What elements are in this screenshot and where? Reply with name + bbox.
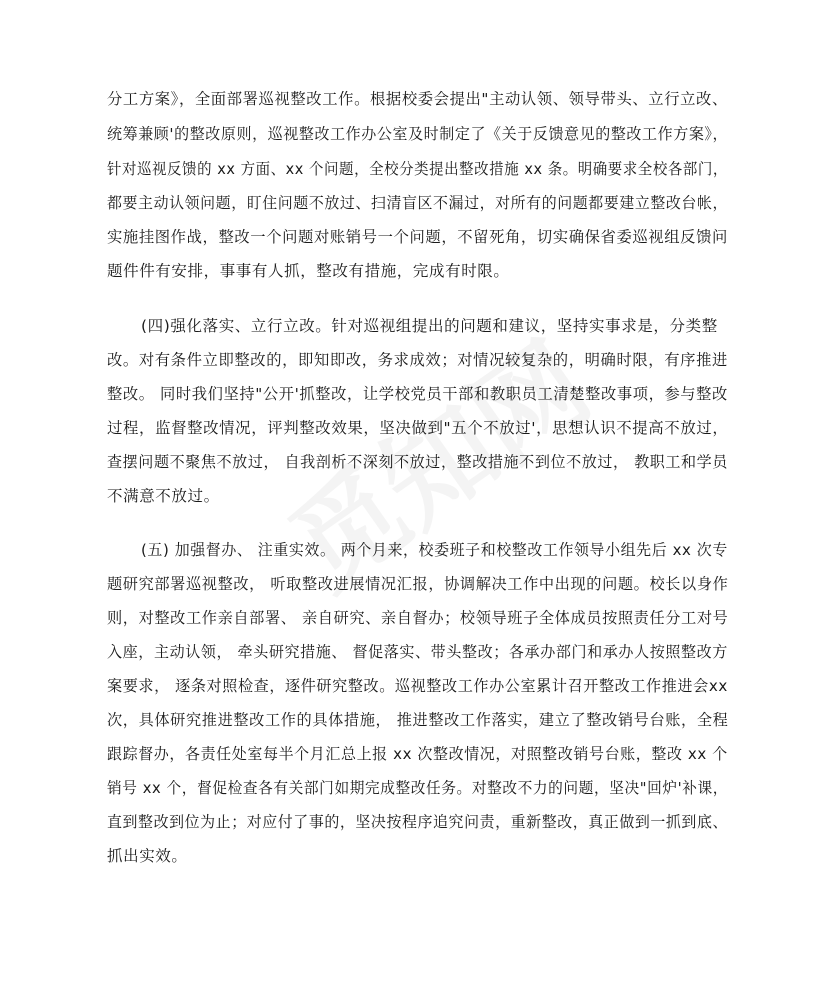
paragraph-line: 统筹兼顾'的整改原则，巡视整改工作办公室及时制定了《关于反馈意见的整改工作方案》， [107,125,729,143]
paragraph-line: (四)强化落实、立行立改。针对巡视组提出的问题和建议，坚持实事求是，分类整 [141,317,718,335]
paragraph-line: 次，具体研究推进整改工作的具体措施， 推进整改工作落实，建立了整改销号台账，全程 [107,711,729,729]
paragraph-line: 不满意不放过。 [107,487,220,505]
paragraph-line: (五) 加强督办、 注重实效。 两个月来，校委班子和校整改工作领导小组先后 xx 次专 [141,541,728,559]
paragraph-line: 都要主动认领问题，盯住问题不放过、扫清盲区不漏过，对所有的问题都要建立整改台帐， [107,194,729,212]
paragraph-line: 案要求， 逐条对照检查，逐件研究整改。巡视整改工作办公室累计召开整改工作推进会xx [107,677,728,695]
paragraph-line: 题研究部署巡视整改， 听取整改进展情况汇报，协调解决工作中出现的问题。校长以身作 [107,575,729,593]
paragraph-line: 过程，监督整改情况，评判整改效果，坚决做到"五个不放过'，思想认识不提高不放过， [107,419,729,437]
paragraph-line: 针对巡视反馈的 xx 方面、xx 个问题，全校分类提出整改措施 xx 条。明确要求全校各部门， [107,160,728,178]
paragraph-line: 分工方案》，全面部署巡视整改工作。根据校委会提出"主动认领、领导带头、立行立改、 [107,90,728,108]
paragraph-line: 实施挂图作战，整改一个问题对账销号一个问题，不留死角，切实确保省委巡视组反馈问 [107,228,728,246]
paragraph-line: 抓出实效。 [107,847,188,865]
paragraph-line: 则，对整改工作亲自部署、 亲自研究、亲自督办；校领导班子全体成员按照责任分工对号 [107,609,729,627]
paragraph-line: 销号 xx 个，督促检查各有关部门如期完成整改任务。对整改不力的问题，坚决"回炉'补课， [107,779,728,797]
paragraph-line: 入座，主动认领， 牵头研究措施、 督促落实、带头整改；各承办部门和承办人按照整改方 [107,643,728,661]
paragraph-line: 直到整改到位为止；对应付了事的，坚决按程序追究问责，重新整改，真正做到一抓到底、 [107,813,729,831]
paragraph-line: 查摆问题不聚焦不放过， 自我剖析不深刻不放过，整改措施不到位不放过， 教职工和学员 [107,453,728,471]
paragraph-line: 改。对有条件立即整改的，即知即改，务求成效；对情况较复杂的，明确时限，有序推进 [107,351,728,369]
paragraph-line: 题件件有安排，事事有人抓，整改有措施，完成有时限。 [107,262,510,280]
paragraph-line: 跟踪督办，各责任处室每半个月汇总上报 xx 次整改情况，对照整改销号台账，整改 xx 个 [107,745,728,763]
paragraph-line: 整改。 同时我们坚持"公开'抓整改，让学校党员干部和教职员工清楚整改事项，参与整改 [107,385,728,403]
